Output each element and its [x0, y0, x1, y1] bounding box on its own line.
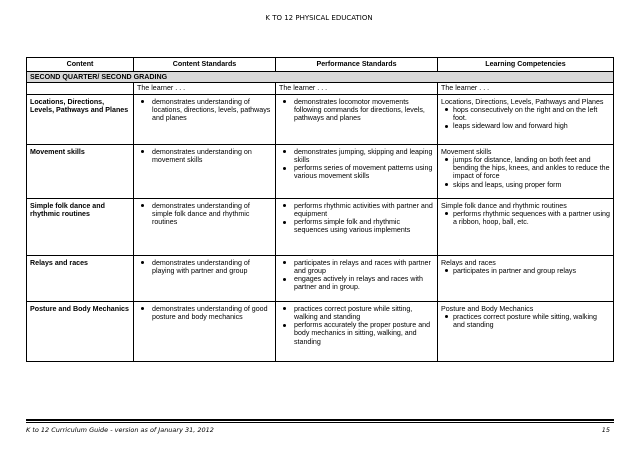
list-item: practices correct posture while sitting, walking and standing — [441, 313, 610, 330]
list-item: demonstrates understanding of good posture and body mechanics — [137, 305, 272, 322]
content-cell: Movement skills — [27, 144, 134, 198]
learner-intro-content-standards: The learner . . . — [134, 83, 276, 94]
quarter-row — [27, 72, 614, 83]
learning-competencies-cell — [438, 301, 614, 361]
quarter-label: SECOND QUARTER/ SECOND GRADING — [27, 72, 614, 83]
page-title: K TO 12 PHYSICAL EDUCATION — [265, 14, 373, 22]
curriculum-table — [26, 57, 614, 362]
footer-divider-thin — [26, 422, 614, 423]
learner-intro-learning-competencies: The learner . . . — [438, 83, 614, 94]
page-number: 15 — [601, 426, 610, 434]
list-item: performs accurately the proper posture and body mechanics in sitting, walking, and standing — [279, 321, 434, 346]
learner-intro-row — [27, 83, 614, 94]
list-item: performs series of movement patterns using various movement skills — [279, 164, 434, 181]
table-row — [27, 301, 614, 361]
list-item: participates in relays and races with partner and group — [279, 259, 434, 276]
content-standards-cell — [134, 198, 276, 255]
content-cell: Locations, Directions, Levels, Pathways and Planes — [27, 94, 134, 144]
content-cell: Simple folk dance and rhythmic routines — [27, 198, 134, 255]
list-item: hops consecutively on the right and on the left foot. — [441, 106, 610, 123]
list-item: practices correct posture while sitting, walking and standing — [279, 305, 434, 322]
content-cell: Relays and races — [27, 255, 134, 301]
content-standards-cell — [134, 94, 276, 144]
content-cell: Posture and Body Mechanics — [27, 301, 134, 361]
competency-heading: Simple folk dance and rhythmic routines — [441, 201, 567, 210]
list-item: performs rhythmic sequences with a partner using a ribbon, hoop, ball, etc. — [441, 210, 610, 227]
list-item: jumps for distance, landing on both feet and bending the hips, knees, and ankles to reduce the impact of force — [441, 156, 610, 181]
table-row — [27, 198, 614, 255]
table-row — [27, 255, 614, 301]
list-item: demonstrates understanding of simple folk dance and rhythmic routines — [137, 202, 272, 227]
list-item: participates in partner and group relays — [441, 267, 610, 275]
column-header-performance-standards: Performance Standards — [276, 58, 438, 72]
column-header-content: Content — [27, 58, 134, 72]
table-row — [27, 144, 614, 198]
list-item: demonstrates understanding of playing with partner and group — [137, 259, 272, 276]
list-item: leaps sideward low and forward high — [441, 122, 610, 130]
list-item: engages actively in relays and races with partner and in group. — [279, 275, 434, 292]
competency-heading: Locations, Directions, Levels, Pathways and Planes — [441, 97, 604, 106]
list-item: demonstrates understanding on movement skills — [137, 148, 272, 165]
competency-heading: Movement skills — [441, 147, 492, 156]
list-item: demonstrates jumping, skipping and leaping skills — [279, 148, 434, 165]
competency-heading: Relays and races — [441, 258, 496, 267]
footer-divider — [26, 419, 614, 421]
footer-guide-label: K to 12 Curriculum Guide - version as of January 31, 2012 — [26, 426, 214, 434]
list-item: performs simple folk and rhythmic sequences using various implements — [279, 218, 434, 235]
performance-standards-cell — [276, 144, 438, 198]
content-standards-cell — [134, 255, 276, 301]
competency-heading: Posture and Body Mechanics — [441, 304, 534, 313]
list-item: skips and leaps, using proper form — [441, 181, 610, 189]
content-standards-cell — [134, 144, 276, 198]
table-header-row — [27, 58, 614, 72]
performance-standards-cell — [276, 94, 438, 144]
learning-competencies-cell — [438, 198, 614, 255]
performance-standards-cell — [276, 198, 438, 255]
performance-standards-cell — [276, 301, 438, 361]
list-item: demonstrates understanding of locations, directions, levels, pathways and planes — [137, 98, 272, 123]
column-header-learning-competencies: Learning Competencies — [438, 58, 614, 72]
learning-competencies-cell — [438, 94, 614, 144]
content-standards-cell — [134, 301, 276, 361]
table-row — [27, 94, 614, 144]
list-item: performs rhythmic activities with partner and equipment — [279, 202, 434, 219]
learner-intro-blank — [27, 83, 134, 94]
performance-standards-cell — [276, 255, 438, 301]
learning-competencies-cell — [438, 144, 614, 198]
column-header-content-standards: Content Standards — [134, 58, 276, 72]
list-item: demonstrates locomotor movements following commands for directions, levels, pathways and planes — [279, 98, 434, 123]
learning-competencies-cell — [438, 255, 614, 301]
learner-intro-performance-standards: The learner . . . — [276, 83, 438, 94]
